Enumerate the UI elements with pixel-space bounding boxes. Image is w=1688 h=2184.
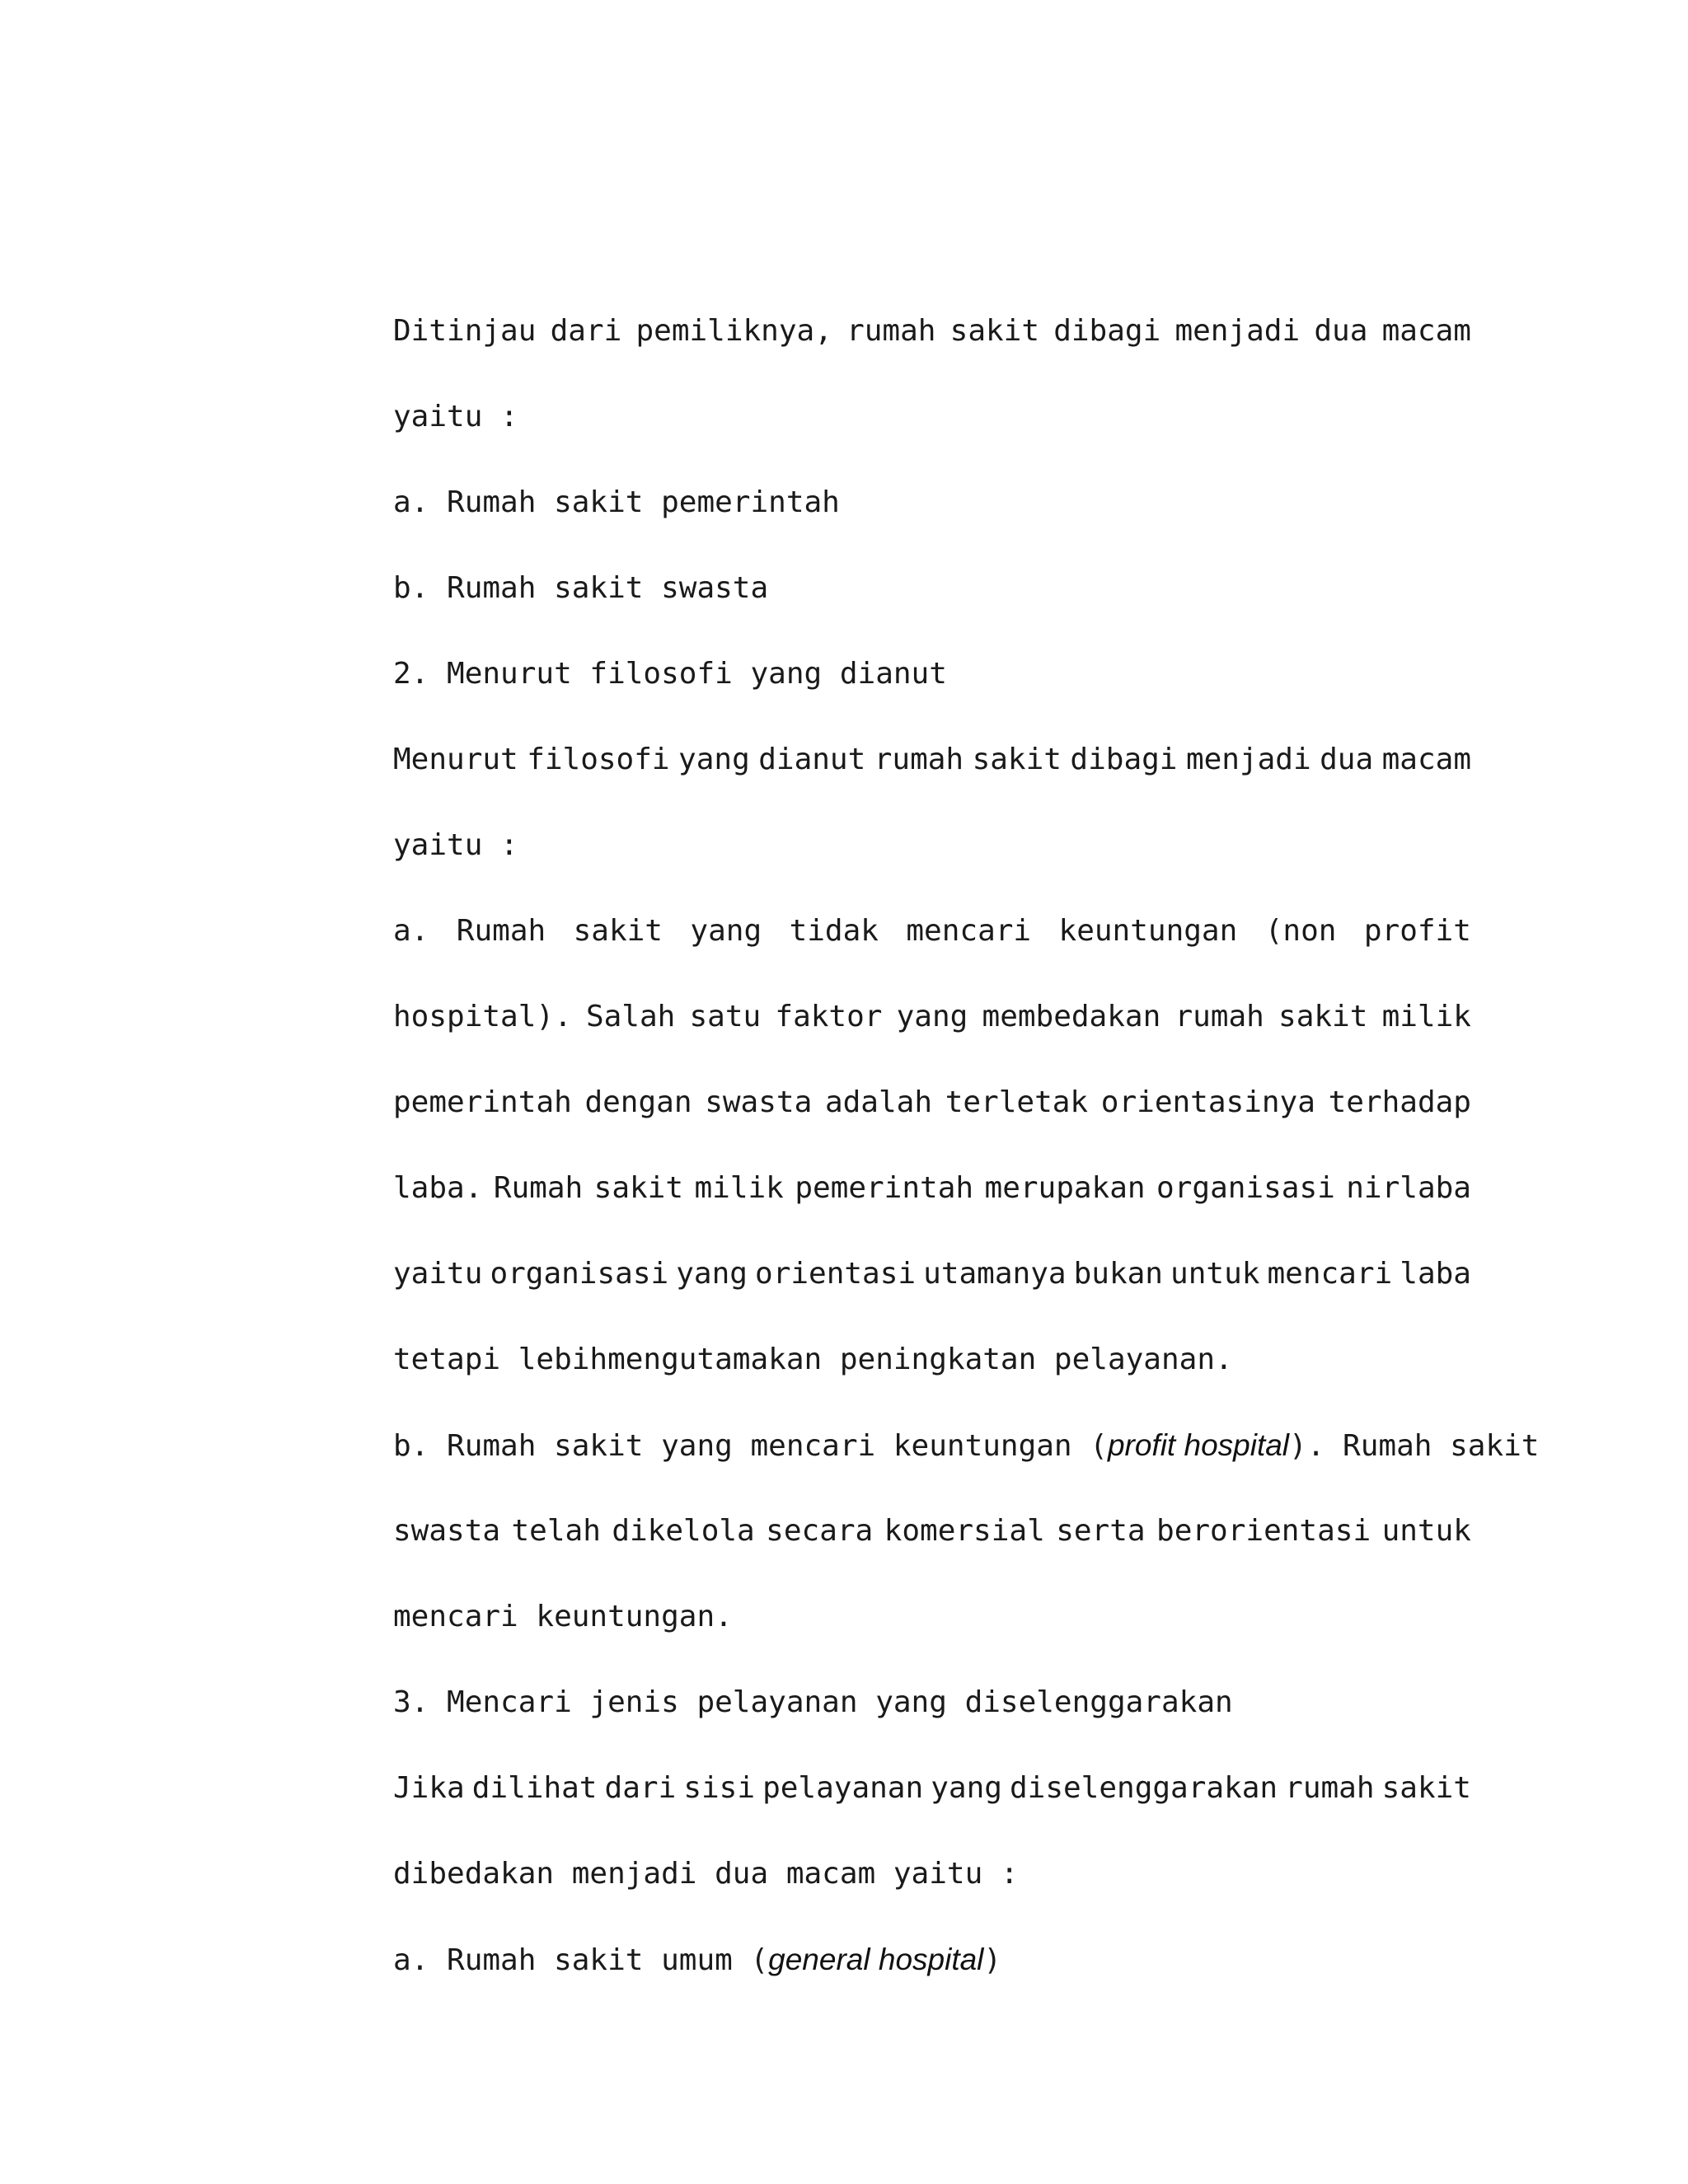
word: serta	[1056, 1514, 1146, 1548]
word: rumah	[1175, 1000, 1264, 1033]
paragraph-line	[393, 288, 1471, 374]
paragraph-line: yaitu :	[393, 400, 518, 434]
word: sakit	[1381, 1771, 1471, 1805]
word: satu	[689, 1000, 762, 1033]
document-body	[393, 288, 1540, 2003]
word: dibagi	[1053, 314, 1161, 348]
word: (non	[1264, 914, 1337, 948]
list-item	[393, 1403, 1540, 1488]
word: sakit	[950, 314, 1040, 348]
word: keuntungan	[1058, 914, 1238, 948]
list-item-text: b. Rumah sakit yang mencari keuntungan (profit hospital). Rumah sakit	[393, 1428, 1540, 1463]
word: merupakan	[984, 1171, 1146, 1205]
paragraph-line	[393, 1231, 1471, 1317]
word: dua	[1320, 743, 1374, 776]
word: Rumah	[456, 914, 546, 948]
paragraph-line: yaitu :	[393, 828, 518, 862]
word: faktor	[775, 1000, 883, 1033]
word: pemerintah	[795, 1171, 974, 1205]
word: rumah	[1285, 1771, 1375, 1805]
word: sisi	[683, 1771, 756, 1805]
paragraph-line	[393, 717, 1471, 803]
word: organisasi	[1156, 1171, 1335, 1205]
list-item: a. Rumah sakit umum (general hospital)	[393, 1943, 1002, 1977]
word: sakit	[1278, 1000, 1368, 1033]
list-item: b. Rumah sakit swasta	[393, 571, 769, 605]
paragraph-line	[393, 1488, 1471, 1574]
italic-term: profit hospital	[1107, 1428, 1290, 1462]
word: laba.	[393, 1171, 483, 1205]
word: pemiliknya,	[635, 314, 832, 348]
word: pemerintah	[393, 1085, 572, 1119]
word: orientasi	[755, 1257, 917, 1291]
word: berorientasi	[1156, 1514, 1372, 1548]
word: komersial	[884, 1514, 1045, 1548]
word: dari	[604, 1771, 677, 1805]
word: terletak	[945, 1085, 1089, 1119]
paragraph-line	[393, 1746, 1471, 1831]
paragraph-line: mencari keuntungan.	[393, 1600, 733, 1633]
word: utamanya	[923, 1257, 1067, 1291]
word: sakit	[972, 743, 1062, 776]
word: Menurut	[393, 743, 518, 776]
list-item: a. Rumah sakit pemerintah	[393, 485, 840, 519]
word: dikelola	[612, 1514, 755, 1548]
word: Jika	[393, 1771, 465, 1805]
word: dibagi	[1070, 743, 1178, 776]
word: dua	[1314, 314, 1368, 348]
word: orientasinya	[1100, 1085, 1315, 1119]
word: rumah	[874, 743, 964, 776]
word: mencari	[906, 914, 1032, 948]
word: nirlaba	[1346, 1171, 1471, 1205]
word: mencari	[1267, 1257, 1393, 1291]
word: yang	[678, 743, 750, 776]
word: yang	[931, 1771, 1002, 1805]
word: Salah	[585, 1000, 676, 1033]
word: membedakan	[982, 1000, 1161, 1033]
word: milik	[694, 1171, 784, 1205]
word: sakit	[593, 1171, 684, 1205]
section-heading: 2. Menurut filosofi yang dianut	[393, 657, 947, 691]
word: Ditinjau	[393, 314, 537, 348]
word: untuk	[1170, 1257, 1260, 1291]
word: dilihat	[471, 1771, 598, 1805]
word: dengan	[584, 1085, 692, 1119]
word: swasta	[705, 1085, 813, 1119]
word: terhadap	[1328, 1085, 1471, 1119]
word: dari	[550, 314, 622, 348]
word: bukan	[1073, 1257, 1163, 1291]
word: telah	[511, 1514, 601, 1548]
word: macam	[1381, 314, 1471, 348]
word: untuk	[1381, 1514, 1471, 1548]
word: sakit	[573, 914, 663, 948]
word: yaitu	[393, 1257, 483, 1291]
word: filosofi	[527, 743, 670, 776]
word: yang	[690, 914, 762, 948]
word: laba	[1400, 1257, 1471, 1291]
word: milik	[1381, 1000, 1471, 1033]
word: Rumah	[493, 1171, 584, 1205]
word: swasta	[393, 1514, 501, 1548]
word: adalah	[824, 1085, 932, 1119]
word: dianut	[758, 743, 866, 776]
word: macam	[1381, 743, 1471, 776]
word: hospital).	[393, 1000, 572, 1033]
word: profit	[1363, 914, 1471, 948]
paragraph-line	[393, 974, 1471, 1060]
word: secara	[766, 1514, 874, 1548]
word: organisasi	[490, 1257, 669, 1291]
word: yang	[896, 1000, 968, 1033]
word: yang	[676, 1257, 748, 1291]
word: pelayanan	[762, 1771, 924, 1805]
paragraph-line	[393, 1060, 1471, 1146]
list-item	[393, 888, 1471, 974]
word: tidak	[789, 914, 879, 948]
word: rumah	[846, 314, 936, 348]
italic-term: general hospital	[768, 1943, 984, 1976]
paragraph-line: tetapi lebihmengutamakan peningkatan pelayanan.	[393, 1343, 1233, 1376]
paragraph-line: dibedakan menjadi dua macam yaitu :	[393, 1857, 1019, 1891]
paragraph-line	[393, 1146, 1471, 1231]
word: menjadi	[1185, 743, 1311, 776]
section-heading: 3. Mencari jenis pelayanan yang diselenggarakan	[393, 1685, 1233, 1719]
word: diselenggarakan	[1009, 1771, 1278, 1805]
word: menjadi	[1175, 314, 1301, 348]
word: a.	[393, 914, 429, 948]
